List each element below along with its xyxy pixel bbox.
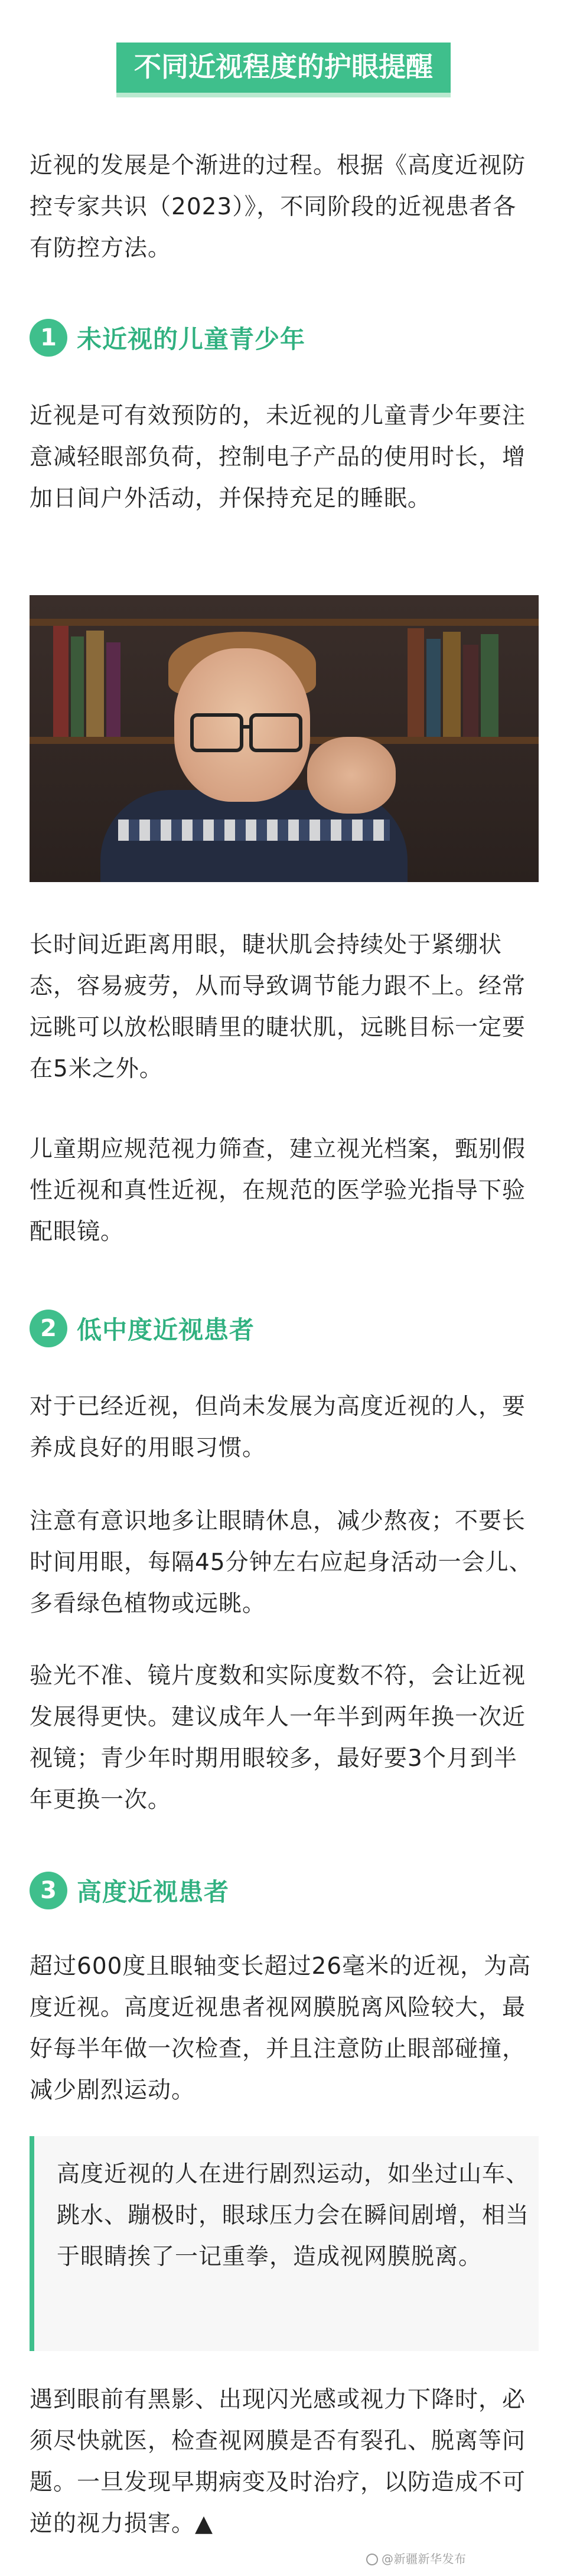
section-1-paragraph-1: 近视是可有效预防的，未近视的儿童青少年要注意减轻眼部负荷，控制电子产品的使用时长，增加日间户外活动，并保持充足的睡眠。 [30, 403, 526, 512]
glasses-left-lens [190, 713, 243, 752]
section-title: 低中度近视患者 [77, 1315, 255, 1344]
source-watermark [366, 2549, 467, 2567]
section-3-paragraph-1: 超过600度且眼轴变长超过26毫米的近视，为高度近视。高度近视患者视网膜脱离风险较大，最好每半年做一次检查，并且注意防止眼部碰撞，减少剧烈运动。 [30, 1953, 532, 2104]
page-title: 不同近视程度的护眼提醒 [116, 43, 451, 97]
section-1-heading [30, 319, 305, 357]
glasses-right-lens [249, 713, 302, 752]
book-spine [53, 626, 69, 737]
section-2-paragraph-1: 对于已经近视，但尚未发展为高度近视的人，要养成良好的用眼习惯。 [30, 1393, 526, 1461]
book-spine [443, 632, 461, 737]
book-spine [71, 636, 84, 737]
section-number-badge: 3 [30, 1872, 67, 1909]
book-spine [408, 628, 424, 737]
section-1-paragraph-2: 长时间近距离用眼，睫状肌会持续处于紧绷状态，容易疲劳，从而导致调节能力跟不上。经常远眺可以放松眼睛里的睫状肌，远眺目标一定要在5米之外。 [30, 932, 526, 1082]
highlight-quote [30, 2136, 539, 2351]
book-spine [106, 642, 120, 737]
section-1-paragraph-3: 儿童期应规范视力筛查，建立视光档案，甄别假性近视和真性近视，在规范的医学验光指导下验配眼镜。 [30, 1136, 526, 1245]
title-banner [0, 43, 567, 97]
section-number-badge: 2 [30, 1310, 67, 1347]
glasses-bridge [240, 725, 252, 729]
section-2-paragraph-3: 验光不准、镜片度数和实际度数不符，会让近视发展得更快。建议成年人一年半到两年换一次近视镜；青少年时期用眼较多，最好要3个月到半年更换一次。 [30, 1663, 526, 1813]
section-number-badge: 1 [30, 319, 67, 357]
sweater-pattern [118, 820, 390, 841]
child-with-glasses-photo [30, 595, 539, 882]
quote-text: 高度近视的人在进行剧烈运动，如坐过山车、跳水、蹦极时，眼球压力会在瞬间剧增，相当于眼睛挨了一记重拳，造成视网膜脱离。 [57, 2161, 530, 2270]
watermark-text: @新疆新华发布 [382, 2552, 467, 2566]
hands [307, 737, 396, 814]
section-2-paragraph-2: 注意有意识地多让眼睛休息，减少熬夜；不要长时间用眼，每隔45分钟左右应起身活动一会儿、多看绿色植物或远眺。 [30, 1508, 533, 1617]
book-spine [463, 645, 478, 737]
bookshelf-board [30, 619, 539, 626]
book-spine [481, 634, 498, 737]
book-spine [86, 631, 104, 737]
intro-paragraph: 近视的发展是个渐进的过程。根据《高度近视防控专家共识（2023）》，不同阶段的近视患者各有防控方法。 [30, 152, 526, 262]
section-2-heading [30, 1310, 255, 1347]
section-title: 高度近视患者 [77, 1878, 230, 1906]
closing-paragraph: 遇到眼前有黑影、出现闪光感或视力下降时，必须尽快就医，检查视网膜是否有裂孔、脱离等问题。一旦发现早期病变及时治疗，以防造成不可逆的视力损害。▲ [30, 2386, 526, 2537]
section-3-heading [30, 1872, 229, 1909]
section-title: 未近视的儿童青少年 [77, 325, 306, 354]
weibo-icon [366, 2554, 378, 2565]
book-spine [426, 639, 441, 737]
